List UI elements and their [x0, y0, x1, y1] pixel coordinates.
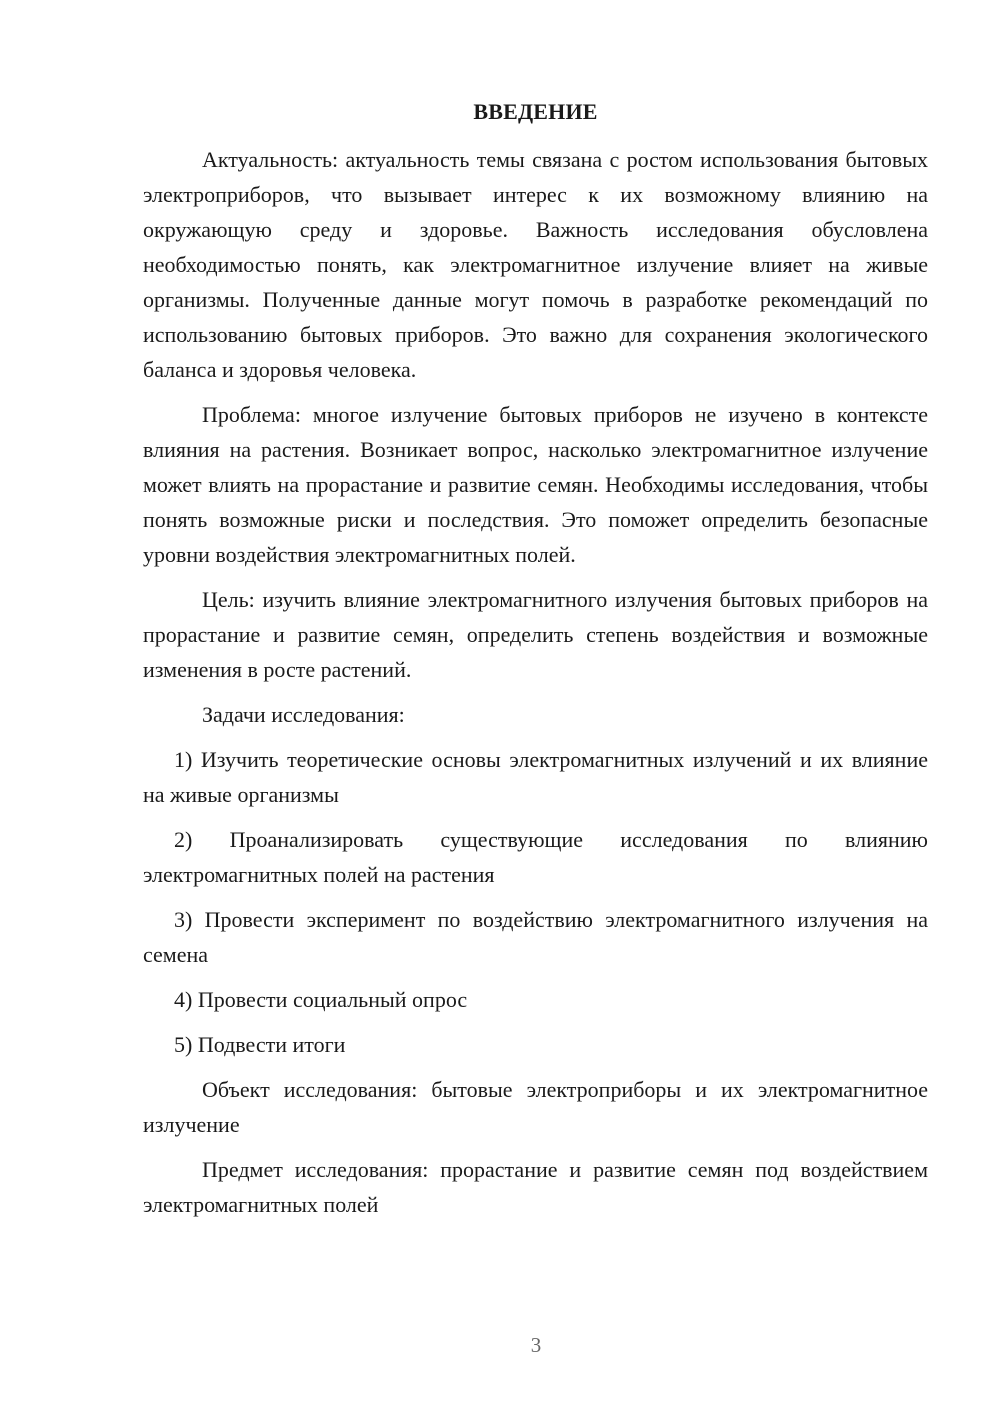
page-number: 3 — [530, 1333, 542, 1357]
relevance-paragraph: Актуальность: актуальность темы связана с ростом использования бытовых электроприборов, что вызывает интерес к их возможному влиянию на окружающую среду и здоровье. Важность исследования обусловлена необходимостью понять, как электромагнитное излучение влияет на живые организмы. Полученные данные могут помочь в разработке рекомендаций по использованию бытовых приборов. Это важно для сохранения экологического баланса и здоровья человека. — [143, 147, 928, 382]
subject-paragraph: Предмет исследования: прорастание и развитие семян под воздействием электромагнитных полей — [143, 1157, 928, 1217]
task-item: 5) Подвести итоги — [174, 1032, 346, 1057]
tasks-title: Задачи исследования: — [202, 702, 405, 727]
object-paragraph: Объект исследования: бытовые электроприборы и их электромагнитное излучение — [143, 1077, 928, 1137]
task-item: 1) Изучить теоретические основы электромагнитных излучений и их влияние на живые организмы — [143, 747, 928, 807]
problem-paragraph: Проблема: многое излучение бытовых приборов не изучено в контексте влияния на растения. Возникает вопрос, насколько электромагнитное излучение может влиять на прорастание и развитие семян. Необходимы исследования, чтобы понять возможные риски и последствия. Это поможет определить безопасные уровни воздействия электромагнитных полей. — [143, 402, 928, 567]
document-body — [143, 142, 928, 1232]
task-item: 2) Проанализировать существующие исследования по влиянию электромагнитных полей на растения — [143, 827, 928, 887]
section-heading: ВВЕДЕНИЕ — [473, 99, 598, 124]
goal-paragraph: Цель: изучить влияние электромагнитного излучения бытовых приборов на прорастание и развитие семян, определить степень воздействия и возможные изменения в росте растений. — [143, 587, 928, 682]
task-item: 4) Провести социальный опрос — [174, 987, 468, 1012]
task-item: 3) Провести эксперимент по воздействию электромагнитного излучения на семена — [143, 907, 928, 967]
